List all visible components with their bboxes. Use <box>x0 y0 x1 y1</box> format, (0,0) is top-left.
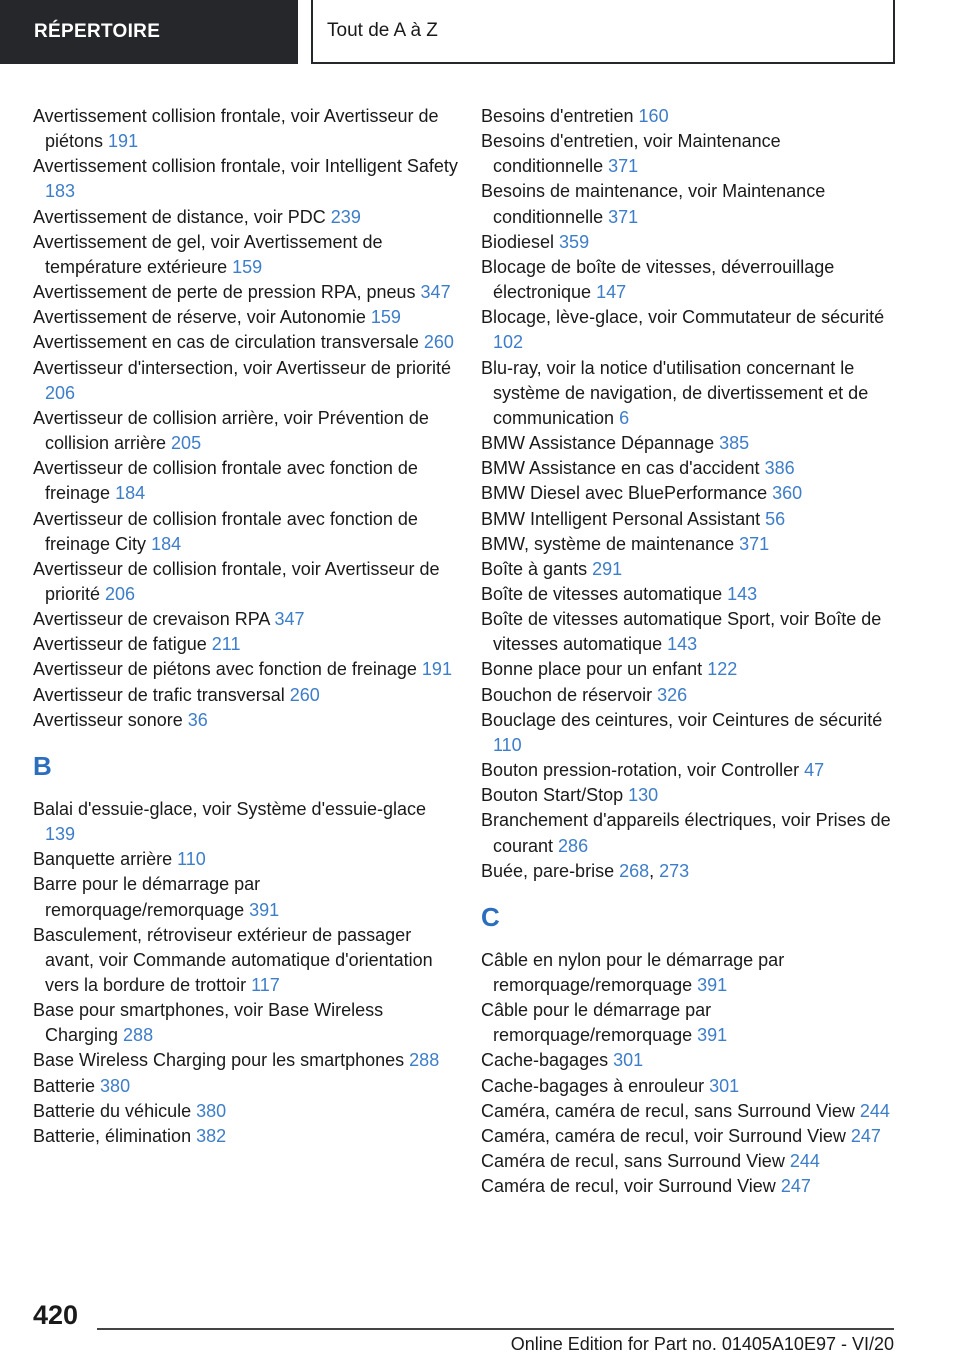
page-reference-link[interactable]: 247 <box>780 1176 811 1197</box>
page-reference-link[interactable]: 159 <box>370 307 401 328</box>
index-entry <box>481 683 895 708</box>
page-reference-link[interactable]: 191 <box>421 659 452 680</box>
index-entry <box>481 1048 895 1073</box>
index-entry <box>33 507 458 557</box>
page-reference-link[interactable]: 183 <box>45 181 76 202</box>
index-entry-term: Caméra, caméra de recul, sans Surround View <box>481 1100 860 1121</box>
page-reference-link[interactable]: 286 <box>558 835 589 856</box>
page-reference-link[interactable]: 371 <box>608 206 639 227</box>
page-reference-link[interactable]: 347 <box>420 282 451 303</box>
index-entry-term: Cache-bagages <box>481 1050 614 1071</box>
index-entry <box>481 456 895 481</box>
page-reference-link[interactable]: 359 <box>559 231 590 252</box>
index-entry-term: Bouton Start/Stop <box>481 785 629 806</box>
index-entry-term: Biodiesel <box>481 231 560 252</box>
page-reference-link[interactable]: 386 <box>764 458 795 479</box>
index-entry <box>33 154 458 204</box>
index-entry-term: Balai d'essuie-glace, voir Système d'essuie-glace <box>33 798 427 819</box>
index-entry-term: Caméra de recul, voir Surround View <box>481 1176 781 1197</box>
page-reference-link[interactable]: 191 <box>108 131 139 152</box>
index-entry-term: Blocage de boîte de vitesses, déverrouillage électronique <box>481 256 835 303</box>
page-reference-link[interactable]: 382 <box>196 1125 227 1146</box>
index-entry-term: Avertisseur de collision arrière, voir Prévention de collision arrière <box>33 407 429 454</box>
page-reference-link[interactable]: 291 <box>592 558 623 579</box>
index-entry <box>33 230 458 280</box>
index-entry-term: Blu-ray, voir la notice d'utilisation concernant le système de navigation, de divertissement et de communication <box>481 357 869 428</box>
index-entry <box>33 280 458 305</box>
index-entry-term: Bonne place pour un enfant <box>481 659 708 680</box>
page-reference-link[interactable]: 391 <box>697 1025 728 1046</box>
page-reference-link[interactable]: 56 <box>765 508 786 529</box>
index-entry <box>33 406 458 456</box>
index-entry <box>33 708 458 733</box>
page-reference-link[interactable]: 244 <box>859 1100 890 1121</box>
index-entry-term: BMW Assistance Dépannage <box>481 433 720 454</box>
index-entry-term: Avertissement de gel, voir Avertissement de température extérieure <box>33 231 383 277</box>
page-separator: , <box>649 860 660 881</box>
page-reference-link[interactable]: 130 <box>628 785 659 806</box>
index-entry-term: Avertisseur d'intersection, voir Avertisseur de priorité <box>33 357 451 378</box>
page-reference-link[interactable]: 184 <box>115 483 146 504</box>
index-entry-term: Avertissement en cas de circulation transversale <box>33 332 424 353</box>
index-entry <box>33 632 458 657</box>
index-entry-term: Batterie <box>33 1075 101 1096</box>
index-entry <box>33 607 458 632</box>
index-entry-term: Boîte de vitesses automatique <box>481 583 728 604</box>
page-reference-link[interactable]: 117 <box>251 975 280 995</box>
index-entry-term: Bouchon de réservoir <box>481 684 658 705</box>
page-reference-link[interactable]: 36 <box>187 709 208 730</box>
index-entry-term: Blocage, lève-glace, voir Commutateur de sécurité <box>481 307 885 328</box>
index-entry <box>481 507 895 532</box>
section-tab[interactable]: RÉPERTOIRE <box>0 0 298 64</box>
index-entry <box>33 205 458 230</box>
page-reference-link[interactable]: 391 <box>249 899 280 920</box>
index-entry-term: Boîte à gants <box>481 558 593 579</box>
index-entry-term: Base Wireless Charging pour les smartphones <box>33 1050 410 1071</box>
index-entry <box>33 1074 458 1099</box>
index-entry <box>33 657 458 682</box>
page-reference-link[interactable]: 139 <box>45 824 76 845</box>
index-entry-term: Avertissement de distance, voir PDC <box>33 206 331 227</box>
index-letter-heading: C <box>481 901 500 932</box>
index-entry <box>481 431 895 456</box>
index-entry <box>481 356 895 431</box>
index-entry-term: Buée, pare-brise <box>481 860 620 881</box>
page-reference-link[interactable]: 301 <box>709 1075 740 1096</box>
index-entry <box>33 104 458 154</box>
page-reference-link[interactable]: 288 <box>123 1025 154 1046</box>
index-entry <box>33 797 458 847</box>
index-entry-term: Batterie du véhicule <box>33 1100 197 1121</box>
page-reference-link[interactable]: 260 <box>289 684 320 705</box>
index-entry <box>481 582 895 607</box>
page-reference-link[interactable]: 110 <box>493 734 522 755</box>
index-entry <box>33 1048 458 1073</box>
page-header <box>0 0 960 66</box>
index-entry-term: Besoins d'entretien, voir Maintenance conditionnelle <box>481 131 781 177</box>
index-entry-term: Branchement d'appareils électriques, voir Prises de courant <box>481 810 891 856</box>
index-entry <box>33 1099 458 1124</box>
index-entry <box>481 1074 895 1099</box>
index-entry-term: Cache-bagages à enrouleur <box>481 1075 710 1096</box>
index-entry-term: Basculement, rétroviseur extérieur de passager avant, voir Commande automatique d'orientation vers la bordure de trottoir <box>33 924 433 995</box>
index-entry <box>481 230 895 255</box>
index-entry-term: BMW, système de maintenance <box>481 533 740 554</box>
index-entry <box>33 456 458 506</box>
page-reference-link[interactable]: 47 <box>804 760 825 781</box>
index-entry-term: Avertisseur de fatigue <box>33 634 212 655</box>
index-entry <box>481 783 895 808</box>
index-entry <box>481 948 895 998</box>
index-entry <box>33 923 458 998</box>
index-entry <box>481 657 895 682</box>
page-reference-link[interactable]: 205 <box>171 433 202 454</box>
index-entry <box>481 1149 895 1174</box>
index-entry-term: Avertissement collision frontale, voir Avertisseur de piétons <box>33 106 439 152</box>
chapter-title: Tout de A à Z <box>311 0 895 64</box>
index-entry <box>33 872 458 922</box>
index-entry-term: Besoins de maintenance, voir Maintenance conditionnelle <box>481 181 826 227</box>
index-entry <box>33 330 458 355</box>
page-reference-link[interactable]: 391 <box>697 975 728 995</box>
index-entry <box>481 708 895 758</box>
index-entry-term: Câble pour le démarrage par remorquage/remorquage <box>481 1000 712 1046</box>
index-entry-term: Boîte de vitesses automatique Sport, voir Boîte de vitesses automatique <box>481 609 882 655</box>
index-entry <box>33 998 458 1048</box>
index-entry <box>481 305 895 355</box>
page-reference-link[interactable]: 143 <box>667 634 698 655</box>
index-entry-term: BMW Assistance en cas d'accident <box>481 458 765 479</box>
page-reference-link[interactable]: 371 <box>608 156 639 177</box>
index-entry-term: Avertisseur sonore <box>33 709 188 730</box>
index-entry <box>481 998 895 1048</box>
index-entry <box>481 1124 895 1149</box>
page-reference-link[interactable]: 110 <box>177 849 206 870</box>
index-entry-term: Caméra de recul, sans Surround View <box>481 1151 790 1172</box>
page-reference-link[interactable]: 347 <box>274 609 305 630</box>
index-entry-term: Avertisseur de crevaison RPA <box>33 609 275 630</box>
page-reference-link[interactable]: 147 <box>596 282 627 303</box>
index-entry-term: Avertisseur de piétons avec fonction de freinage <box>33 659 422 680</box>
index-entry <box>33 305 458 330</box>
page-reference-link[interactable]: 206 <box>105 583 136 604</box>
index-entry <box>481 1174 895 1199</box>
page-reference-link[interactable]: 268 <box>619 860 650 881</box>
page-reference-link[interactable]: 247 <box>850 1125 881 1146</box>
index-entry <box>481 557 895 582</box>
page-reference-link[interactable]: 385 <box>719 433 750 454</box>
index-entry <box>481 104 895 129</box>
index-entry-term: Avertisseur de collision frontale avec fonction de freinage City <box>33 508 418 554</box>
index-entry <box>481 758 895 783</box>
index-entry <box>33 683 458 708</box>
index-entry-term: BMW Intelligent Personal Assistant <box>481 508 766 529</box>
index-entry-term: Avertisseur de collision frontale avec fonction de freinage <box>33 458 418 504</box>
index-entry <box>33 1124 458 1149</box>
index-entry-term: Avertisseur de trafic transversal <box>33 684 290 705</box>
index-entry-term: Avertissement collision frontale, voir Intelligent Safety <box>33 156 458 177</box>
index-entry-term: Caméra, caméra de recul, voir Surround View <box>481 1125 851 1146</box>
footer-edition: Online Edition for Part no. 01405A10E97 - VI/20 <box>510 1334 894 1354</box>
page-reference-link[interactable]: 239 <box>330 206 361 227</box>
index-entry-term: Banquette arrière <box>33 849 178 870</box>
index-column-left <box>33 104 458 1149</box>
index-entry <box>481 129 895 179</box>
index-entry-term: Bouclage des ceintures, voir Ceintures de sécurité <box>481 709 883 730</box>
index-entry <box>33 847 458 872</box>
page-reference-link[interactable]: 122 <box>707 659 738 680</box>
index-entry-term: Avertissement de perte de pression RPA, pneus <box>33 282 421 303</box>
page-reference-link[interactable]: 6 <box>619 407 630 428</box>
index-entry <box>481 1099 895 1124</box>
footer-divider <box>97 1328 894 1330</box>
index-entry-term: Bouton pression-rotation, voir Controller <box>481 760 805 781</box>
index-entry-term: Base pour smartphones, voir Base Wireless Charging <box>33 1000 384 1046</box>
index-entry <box>33 356 458 406</box>
page-reference-link[interactable]: 288 <box>409 1050 440 1071</box>
index-entry <box>481 255 895 305</box>
index-letter-heading: B <box>33 750 52 781</box>
index-entry-term: BMW Diesel avec BluePerformance <box>481 483 773 504</box>
index-entry-term: Barre pour le démarrage par remorquage/remorquage <box>33 874 261 920</box>
index-entry-term: Avertisseur de collision frontale, voir Avertisseur de priorité <box>33 558 440 604</box>
index-entry-term: Câble en nylon pour le démarrage par remorquage/remorquage <box>481 949 785 995</box>
index-entry <box>481 607 895 657</box>
page-reference-link[interactable]: 143 <box>727 583 758 604</box>
index-entry <box>481 808 895 858</box>
page-reference-link[interactable]: 260 <box>423 332 454 353</box>
index-entry <box>481 532 895 557</box>
page-reference-link[interactable]: 184 <box>151 533 182 554</box>
page-reference-link[interactable]: 159 <box>232 256 263 277</box>
index-column-right <box>481 104 895 1199</box>
index-entry <box>481 481 895 506</box>
page-reference-link[interactable]: 326 <box>657 684 688 705</box>
page-reference-link[interactable]: 380 <box>100 1075 131 1096</box>
page-reference-link[interactable]: 102 <box>493 332 524 353</box>
index-entry-term: Besoins d'entretien <box>481 106 639 126</box>
index-entry <box>481 179 895 229</box>
index-entry-term: Batterie, élimination <box>33 1125 197 1146</box>
index-entry <box>33 557 458 607</box>
page-number: 420 <box>33 1300 79 1330</box>
index-entry-term: Avertissement de réserve, voir Autonomie <box>33 307 371 328</box>
page-reference-link[interactable]: 273 <box>659 860 690 881</box>
page-reference-link[interactable]: 211 <box>211 634 241 655</box>
page-reference-link[interactable]: 360 <box>772 483 803 504</box>
page-reference-link[interactable]: 160 <box>638 106 669 126</box>
page-reference-link[interactable]: 206 <box>45 382 76 403</box>
index-entry <box>481 859 895 884</box>
page-reference-link[interactable]: 371 <box>739 533 770 554</box>
page-reference-link[interactable]: 244 <box>789 1151 820 1172</box>
page-reference-link[interactable]: 301 <box>613 1050 644 1071</box>
page-reference-link[interactable]: 380 <box>196 1100 227 1121</box>
